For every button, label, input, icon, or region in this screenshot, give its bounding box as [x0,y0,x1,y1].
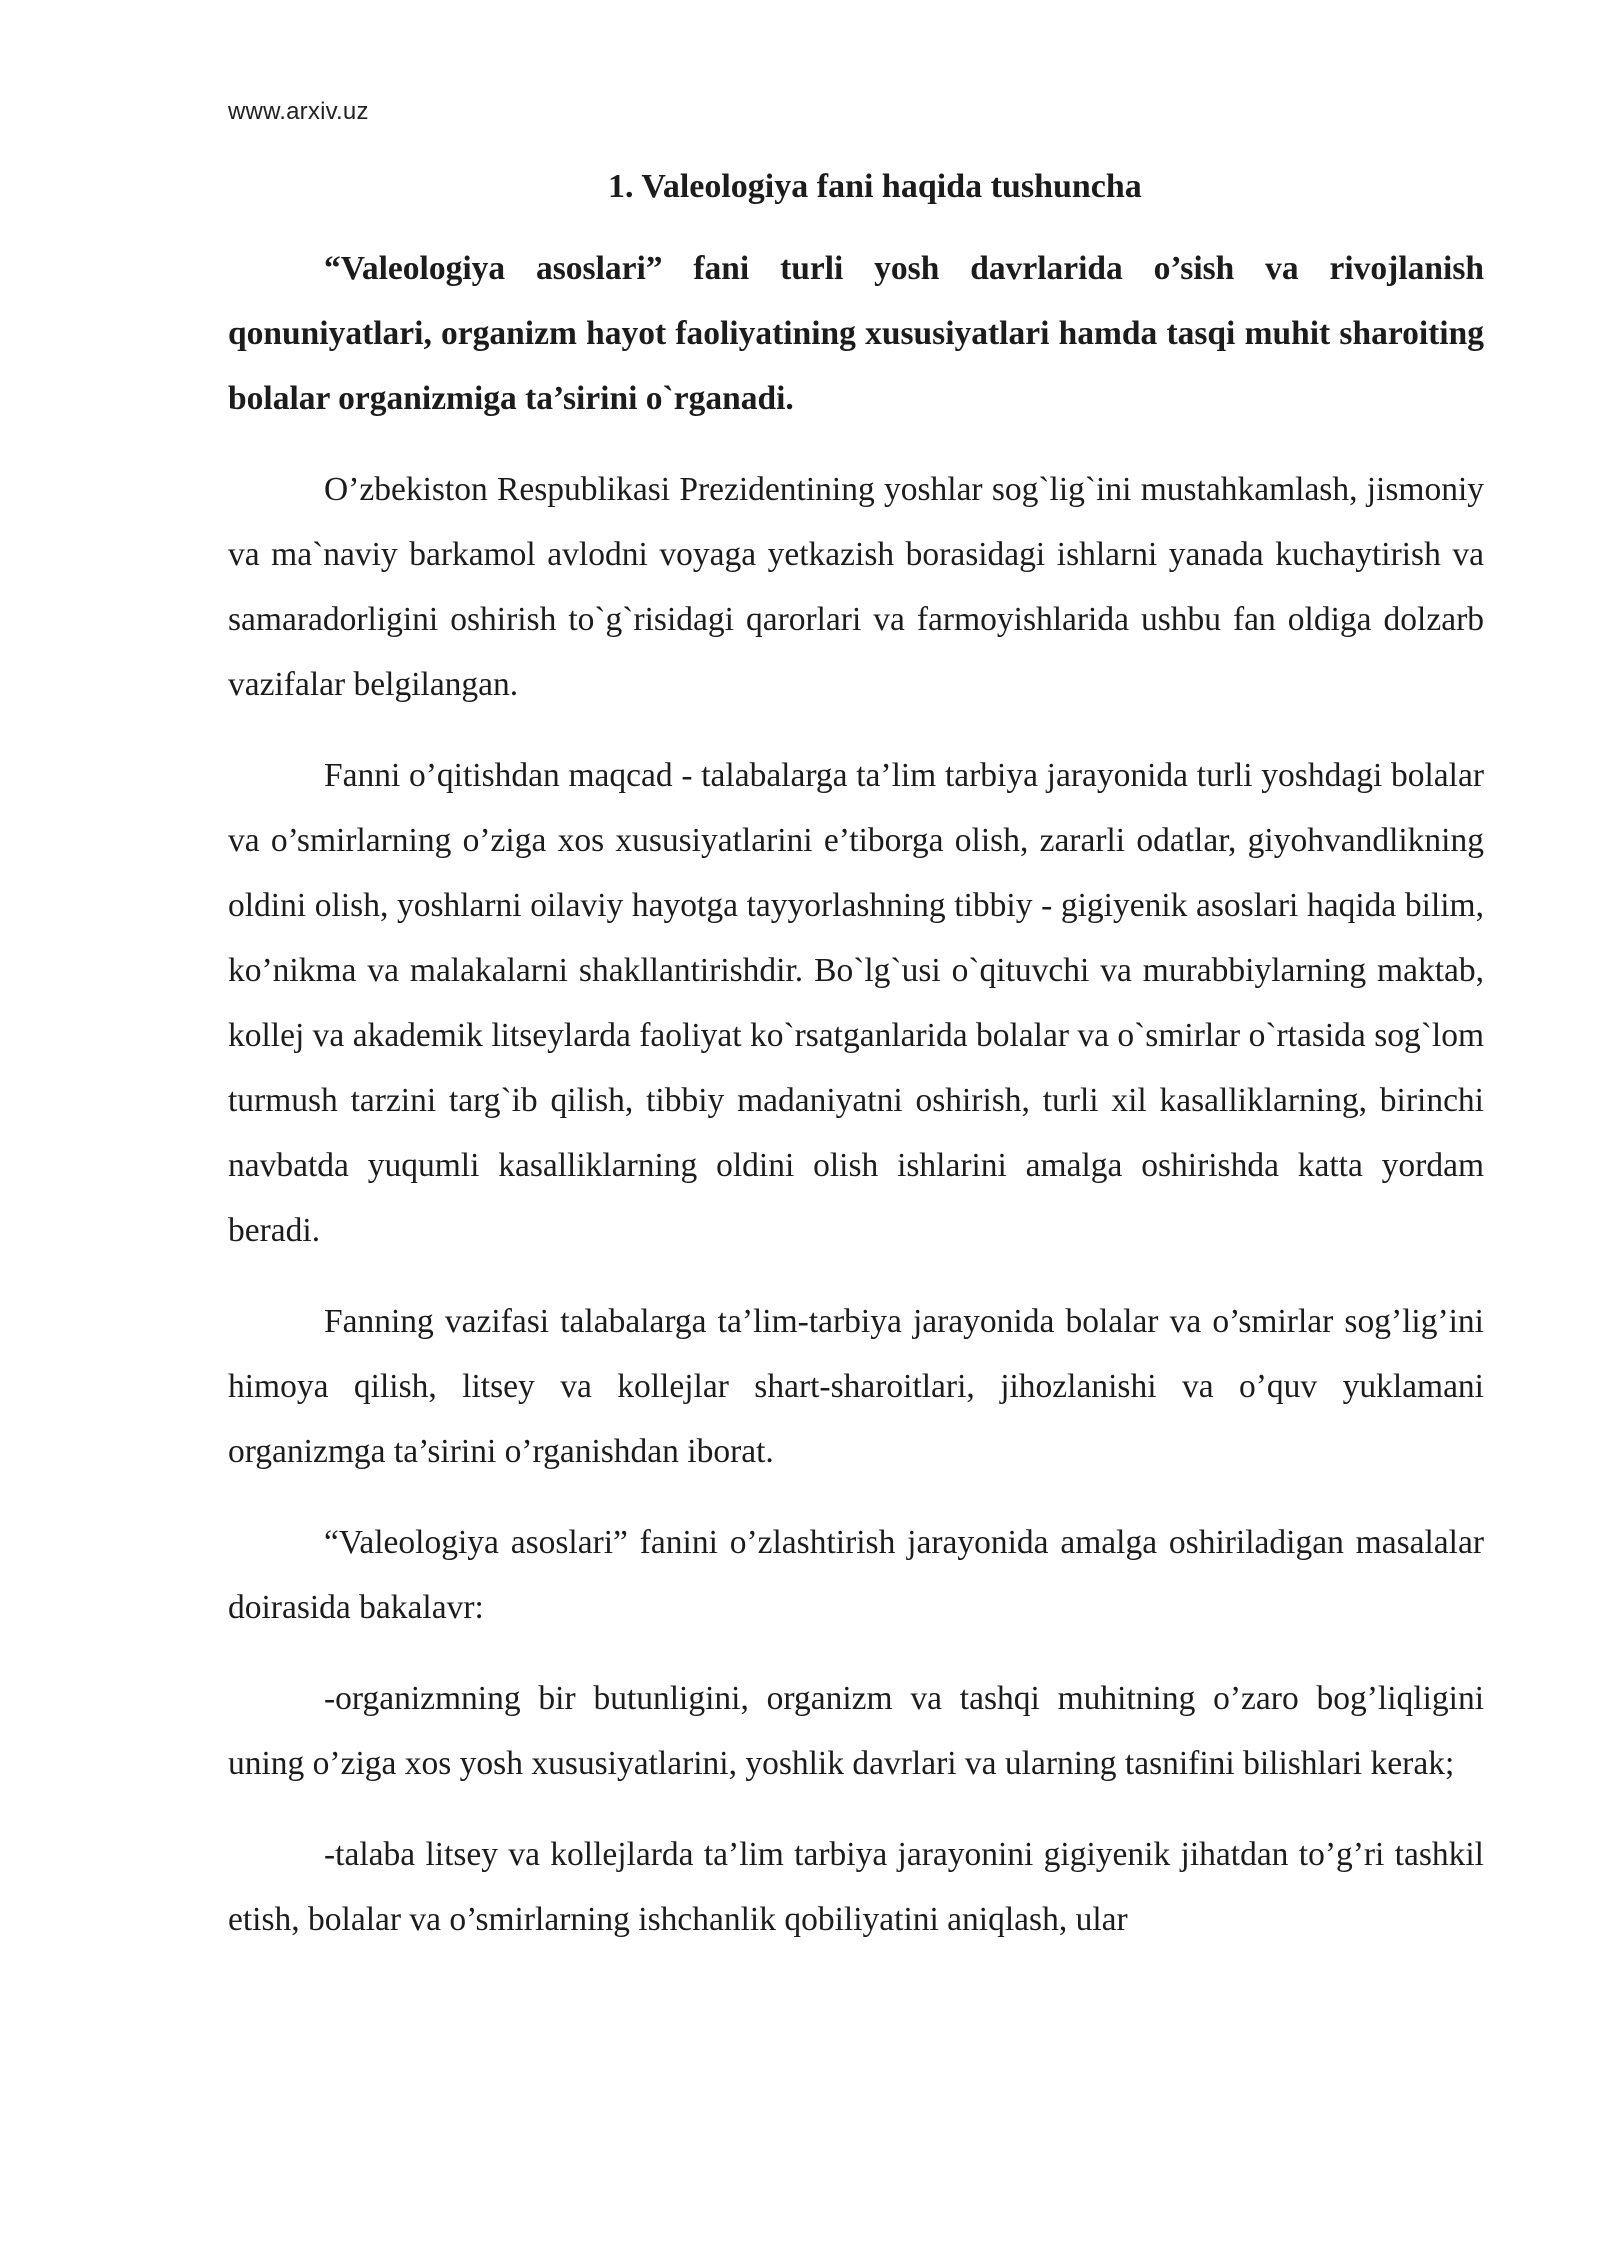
list-item-hygienic-organization: -talaba litsey va kollejlarda ta’lim tarbiya jarayonini gigiyenik jihatdan to’g’ri tashkil etish, bolalar va o’smirlarning ishchanlik qobiliyatini aniqlash, ular [228,1836,1484,1938]
document-body [228,164,1484,1952]
paragraph-bachelor-scope: “Valeologiya asoslari” fanini o’zlashtirish jarayonida amalga oshiriladigan masalalar doirasida bakalavr: [228,1524,1484,1626]
list-item-organism-unity: -organizmning bir butunligini, organizm va tashqi muhitning o’zaro bog’liqligini uning o’ziga xos yosh xususiyatlarini, yoshlik davrlari va ularning tasnifini bilishlari kerak; [228,1680,1484,1782]
site-header-url: www.arxiv.uz [228,98,369,125]
paragraph-course-tasks: Fanning vazifasi talabalarga ta’lim-tarbiya jarayonida bolalar va o’smirlar sog’lig’ini himoya qilish, litsey va kollejlar shart-sharoitlari, jihozlanishi va o’quv yuklamani organizmga ta’sirini o’rganishdan iborat. [228,1303,1484,1470]
intro-paragraph: “Valeologiya asoslari” fani turli yosh davrlarida o’sish va rivojlanish qonuniyatlari, organizm hayot faoliyatining xususiyatlari hamda tasqi muhit sharoiting bolalar organizmiga ta’sirini o`rganadi. [228,250,1484,417]
paragraph-presidential-decrees: O’zbekiston Respublikasi Prezidentining yoshlar sog`lig`ini mustahkamlash, jismoniy va ma`naviy barkamol avlodni voyaga yetkazish borasidagi ishlarni yanada kuchaytirish va samaradorligini oshirish to`g`risidagi qarorlari va farmoyishlarida ushbu fan oldiga dolzarb vazifalar belgilangan. [228,471,1484,703]
section-title: 1. Valeologiya fani haqida tushuncha [608,168,1142,205]
paragraph-course-goal: Fanni o’qitishdan maqcad - talabalarga ta’lim tarbiya jarayonida turli yoshdagi bolalar va o’smirlarning o’ziga xos xususiyatlarini e’tiborga olish, zararli odatlar, giyohvandlikning oldini olish, yoshlarni oilaviy hayotga tayyorlashning tibbiy - gigiyenik asoslari haqida bilim, ko’nikma va malakalarni shakllantirishdir. Bo`lg`usi o`qituvchi va murabbiylarning maktab, kollej va akademik litseylarda faoliyat ko`rsatganlarida bolalar va o`smirlar o`rtasida sog`lom turmush tarzini targ`ib qilish, tibbiy madaniyatni oshirish, turli xil kasalliklarning, birinchi navbatda yuqumli kasalliklarning oldini olish ishlarini amalga oshirishda katta yordam beradi. [228,757,1484,1249]
